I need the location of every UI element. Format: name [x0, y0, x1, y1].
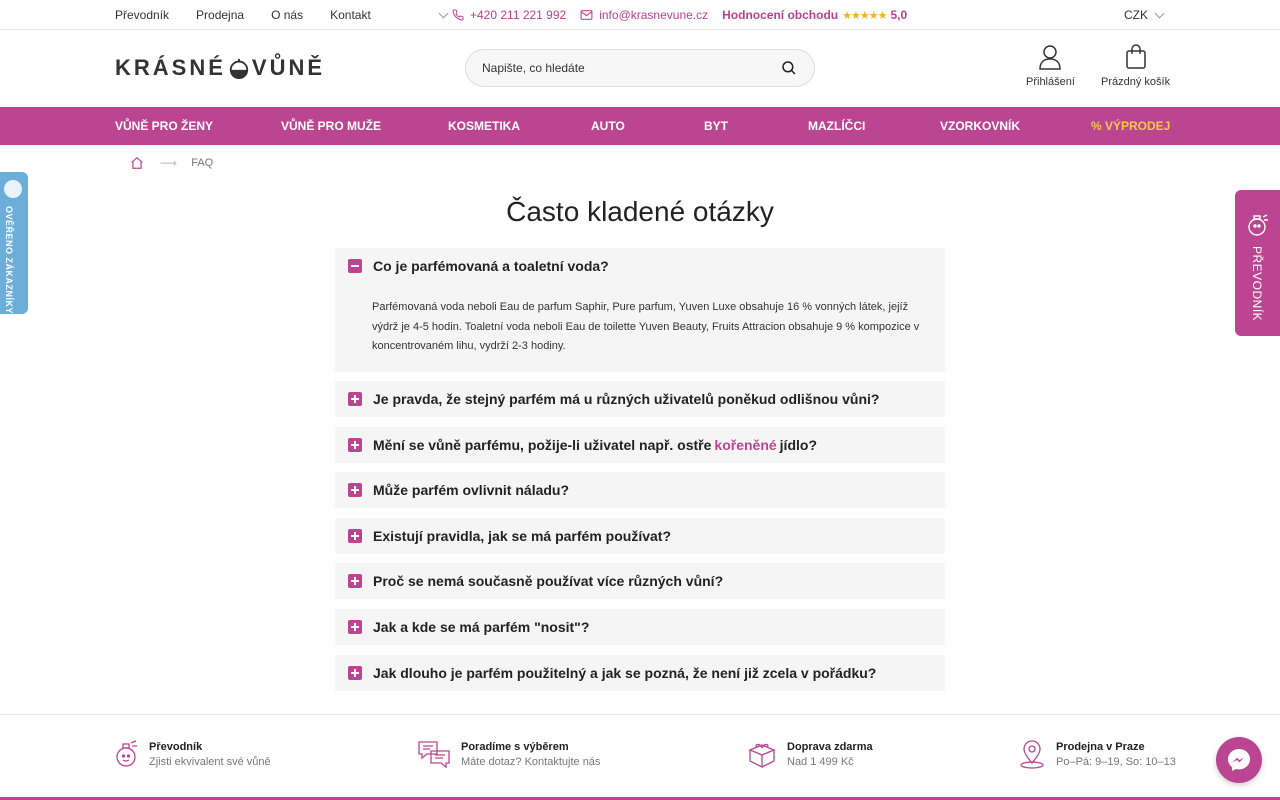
faq-list	[335, 248, 945, 700]
breadcrumb-current: FAQ	[191, 157, 214, 169]
phone-number: +420 211 221 992	[470, 8, 567, 22]
rating-value: 5,0	[890, 8, 908, 22]
faq-item	[335, 248, 945, 372]
breadcrumb-arrow: ⟶	[160, 156, 178, 170]
faq-item	[335, 381, 945, 417]
gift-box-icon	[747, 739, 777, 769]
faq-question: Jak a kde se má parfém "nosit"?	[373, 618, 590, 635]
feature-subtitle: Zjisti ekvivalent své vůně	[149, 756, 271, 768]
plus-icon	[348, 620, 362, 634]
currency-value: CZK	[1124, 8, 1148, 22]
breadcrumb	[130, 154, 213, 172]
feature-subtitle: Máte dotaz? Kontaktujte nás	[461, 756, 601, 768]
star-icon: ★★★★★	[842, 9, 887, 22]
feature-title: Prodejna v Praze	[1056, 741, 1145, 753]
perfume-bottle-icon	[115, 739, 139, 769]
top-links	[115, 0, 447, 30]
nav-item-vune-pro-zeny[interactable]: VŮNĚ PRO ŽENY	[115, 119, 214, 133]
main-nav	[0, 107, 1280, 145]
shop-rating[interactable]	[722, 8, 907, 22]
mail-icon	[580, 9, 593, 21]
faq-question: Je pravda, že stejný parfém má u různých uživatelů poněkud odlišnou vůni?	[373, 391, 880, 407]
faq-question: Může parfém ovlivnit náladu?	[373, 482, 570, 499]
home-icon[interactable]	[130, 156, 144, 170]
faq-question-toggle[interactable]	[335, 472, 945, 508]
nav-item-mazlicci[interactable]: MAZLÍČCI	[808, 119, 866, 133]
chevron-down-icon	[1155, 8, 1165, 18]
page-title: Často kladené otázky	[506, 196, 774, 227]
top-bar	[0, 0, 1280, 30]
feature-title: Převodník	[149, 741, 203, 753]
faq-item	[335, 427, 945, 463]
faq-question-toggle[interactable]	[335, 563, 945, 599]
feature-prevodnik[interactable]	[115, 739, 271, 769]
currency-select[interactable]	[1124, 0, 1163, 30]
login-button[interactable]	[1026, 44, 1075, 88]
messenger-icon	[1226, 747, 1252, 773]
map-pin-icon	[1018, 739, 1046, 769]
converter-label: PŘEVODNÍK	[1250, 246, 1264, 322]
plus-icon	[348, 438, 362, 452]
feature-title: Doprava zdarma	[787, 741, 873, 753]
verified-label: OVĚŘENO ZÁKAZNÍKY	[4, 206, 14, 315]
chevron-down-icon[interactable]	[438, 8, 448, 18]
faq-question-toggle[interactable]	[335, 427, 945, 463]
faq-question-toggle[interactable]	[335, 381, 945, 417]
nav-item-vune-pro-muze[interactable]: VŮNĚ PRO MUŽE	[281, 119, 382, 133]
feature-doprava[interactable]	[747, 739, 873, 769]
faq-answer: Parfémovaná voda neboli Eau de parfum Saphir, Pure parfum, Yuven Luxe obsahuje 16 % vonných látek, jejíž výdrž je 4-5 hodin. Toaletní voda neboli Eau de toilette Yuven Beauty, Fruits Attracion obsahuje 9 % kompozice v koncentrovaném lihu, vydrží 2-3 hodiny.	[372, 301, 920, 352]
faq-question: Existují pravidla, jak se má parfém používat?	[373, 527, 671, 544]
plus-icon	[348, 574, 362, 588]
top-link-prevodnik[interactable]: Převodník	[115, 8, 170, 22]
logo-text-right: VŮNĚ	[251, 55, 326, 80]
email-link[interactable]	[580, 8, 708, 22]
footer-features	[0, 714, 1280, 800]
feature-title: Poradíme s výběrem	[461, 741, 569, 753]
phone-icon	[452, 9, 464, 21]
faq-item	[335, 472, 945, 508]
phone-link[interactable]	[452, 8, 566, 22]
header	[0, 30, 1280, 106]
shopping-bag-icon	[1125, 44, 1147, 70]
nav-item-auto[interactable]: AUTO	[591, 119, 625, 133]
faq-item	[335, 563, 945, 599]
email-address: info@krasnevune.cz	[599, 8, 709, 22]
top-link-o-nas[interactable]: O nás	[271, 8, 304, 22]
top-contact	[452, 0, 907, 30]
rating-label: Hodnocení obchodu	[722, 8, 839, 22]
faq-question-part: Mění se vůně parfému, požije-li uživatel např. ostře	[373, 436, 712, 453]
plus-icon	[348, 529, 362, 543]
chat-bubbles-icon	[417, 739, 451, 769]
faq-item	[335, 655, 945, 691]
nav-item-byt[interactable]: BYT	[704, 119, 728, 133]
feature-prodejna[interactable]	[1018, 739, 1176, 769]
user-icon	[1038, 44, 1062, 70]
search-input[interactable]	[482, 61, 780, 75]
plus-icon	[348, 483, 362, 497]
faq-question-part: jídlo?	[779, 436, 817, 453]
nav-item-vzorkovnik[interactable]: VZORKOVNÍK	[940, 119, 1021, 133]
faq-question: Co je parfémovaná a toaletní voda?	[373, 258, 609, 274]
feature-subtitle: Nad 1 499 Kč	[787, 756, 854, 768]
faq-question-toggle[interactable]	[335, 248, 945, 284]
search-bar	[465, 49, 815, 87]
top-link-prodejna[interactable]: Prodejna	[196, 8, 245, 22]
search-icon[interactable]	[780, 59, 798, 77]
nav-item-vyprodej[interactable]: % VÝPRODEJ	[1091, 119, 1171, 133]
verified-customers-tab[interactable]	[0, 172, 28, 314]
faq-question-toggle[interactable]	[335, 655, 945, 691]
faq-question-toggle[interactable]	[335, 518, 945, 554]
feature-poradime[interactable]	[417, 739, 600, 769]
nav-item-kosmetika[interactable]: KOSMETIKA	[448, 119, 520, 133]
faq-question-toggle[interactable]	[335, 609, 945, 645]
faq-question	[373, 437, 817, 453]
logo-text-left: KRÁSNÉ	[115, 55, 226, 80]
faq-item	[335, 518, 945, 554]
faq-question-link[interactable]: kořeněné	[714, 436, 777, 453]
faq-question: Proč se nemá současně používat více různých vůní?	[373, 573, 724, 590]
feature-subtitle: Po–Pá: 9–19, So: 10–13	[1056, 756, 1176, 768]
minus-icon	[348, 259, 362, 273]
messenger-chat-button[interactable]	[1216, 737, 1262, 783]
login-label: Přihlášení	[1026, 76, 1075, 88]
faq-item	[335, 609, 945, 645]
perfume-drop-icon	[228, 57, 250, 79]
top-link-kontakt[interactable]: Kontakt	[330, 8, 371, 22]
plus-icon	[348, 666, 362, 680]
cart-button[interactable]	[1101, 44, 1170, 88]
faq-question: Jak dlouho je parfém použitelný a jak se pozná, že není již zcela v pořádku?	[373, 664, 877, 681]
plus-icon	[348, 392, 362, 406]
cart-label: Prázdný košík	[1101, 76, 1171, 88]
logo[interactable]	[115, 55, 325, 81]
